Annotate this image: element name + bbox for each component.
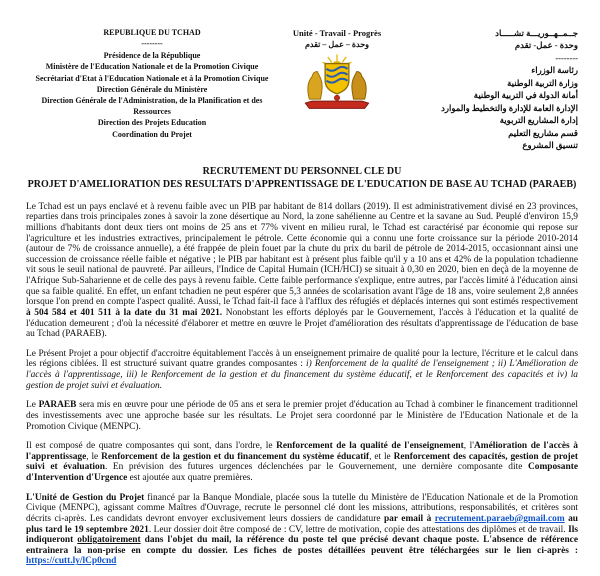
text-segment: sera mis en œuvre pour une période de 05 ans et sera le premier projet d'éducation au Tchad à combiner le financement traditionnel des investissements avec une approche basée sur les résultats. Le Projet sera coordonné par le Ministère de l'Education Nationale et de la Promotion Civique (MENPC). [26, 400, 578, 432]
text-segment: L'Unité de Gestion du Projet [26, 492, 145, 503]
header-line: Coordination du Projet [112, 129, 192, 139]
text-segment: Renforcement de la gestion et du financement du système éducatif [101, 451, 370, 462]
email-link[interactable]: recrutement.paraeb@gmail.com [434, 513, 565, 524]
document-header [26, 28, 578, 153]
text-segment: . Leur dossier doit être composé de : CV, lettre de motivation, copie des attestations des diplômes et de travail. [148, 524, 569, 535]
document-title [26, 165, 578, 192]
paragraph-components [26, 441, 578, 484]
header-arabic-block [396, 28, 578, 153]
chad-coat-of-arms [278, 53, 396, 116]
text-segment: Le [26, 400, 39, 411]
arabic-header-line: قسم مشاريع التعليم [508, 127, 578, 138]
divider-dashes: -------- [141, 39, 163, 49]
text-segment: Amélioration de l'accès à l'apprentissage [26, 441, 578, 462]
arabic-header-line: أمانة الدولة في التربية الوطنية [473, 90, 578, 101]
text-segment: par email à [383, 513, 435, 524]
text-segment: Composante d'Intervention d'Urgence [26, 462, 578, 484]
document-title-line-2: PROJET D'AMELIORATION DES RESULTATS D'APPRENTISSAGE DE L'EDUCATION DE BASE AU TCHAD (PARAEB) [27, 179, 577, 191]
arabic-republique-title: جــمــهــوريـــة تشـــــاد [495, 28, 578, 38]
document-title-line-1: RECRUTEMENT DU PERSONNEL CLE DU [202, 165, 402, 177]
arabic-header-line: وزارة التربية الوطنية [507, 77, 578, 88]
document-body [26, 202, 578, 567]
arabic-header-line: الإدارة العامة للإدارة والتخطيط والموارد [441, 102, 578, 113]
text-segment: i) Renforcement de la qualité de l'enseignement ; ii) L'Amélioration de l'accès à l'apprentissage, iii) le Renforcement de la gestion et du financement du système éducatif, et le Renforcement des capacités et iv) la gestion de projet suivi et évaluation. [26, 359, 578, 391]
text-segment: PARAEB [38, 400, 77, 411]
text-segment: obligatoirement [77, 535, 141, 546]
paragraph-context [26, 202, 578, 340]
header-line: Direction des Projets Education [97, 118, 207, 128]
text-segment: . En prévision des futures urgences déclenchées par le Gouvernement, une dernière composante dite [104, 462, 528, 473]
header-line: Secrétariat d'Etat à l'Education Nationale et à la Promotion Civique [35, 73, 269, 83]
divider-dashes: -------- [555, 52, 578, 63]
arabic-header-line: رئاسة الوزراء [531, 65, 578, 76]
text-segment: au plus tard le 19 septembre 2021 [26, 513, 578, 535]
text-segment: financé par la Banque Mondiale, placée sous la tutelle du Ministère de l'Education Nationale et de la Promotion Civique (MENPC), agissant comme Maîtres d'Ouvrage, recrute le personnel clé dont les missions, attributions, responsabilités, et critères sont décrits ci-après. Les candidats devront envoyer exclusivement leurs dossiers de candidature [26, 492, 578, 524]
chad-coat-of-arms-icon [297, 53, 377, 111]
text-segment: Ils indiqueront [26, 524, 578, 546]
header-line: Direction Générale de l'Administration, de la Planification et des Ressources [41, 96, 263, 116]
arabic-header-line: تنسيق المشروع [522, 140, 578, 151]
header-line: Ministère de l'Education Nationale et de la Promotion Civique [45, 62, 259, 72]
text-segment: Le Tchad est un pays enclavé et à revenu faible avec un PIB par habitant de 814 dollars (2019). Il est administrativement divisé en 23 provinces, reparties dans trois principales zones à savoir la zone désertique au Nord, la zone sahélienne au Centre et la savane au Sud. Peuplé d'environ 15,9 millions d'habitants dont deux tiers ont moins de 25 ans et 77% vivent en milieu rural, le Tchad est caractérisé par économie qui repose sur l'agriculture et les industries extractives, principalement le pétrole. Cette économie qui a connu une forte croissance sur la période 2010-2014 (autour de 7% de croissance annuelle), a été frappée de plein fouet par la chute du prix du baril de pétrole de 2014-2015, occasionnant ainsi une succession de croissance réelle faible et négative ; le PIB par habitant est à présent plus faible qu'il y a 10 ans et 42% de la population tchadienne vit sous le seuil national de pauvreté. Par ailleurs, l'Indice de Capital Humain (ICH/HCI) se situait à 0,30 en 2020, bien en deçà de la moyenne de l'Afrique Sub-Saharienne et de celle des pays à revenu faible. Cette faible performance s'explique, entre autres, par l'accès limité à l'éducation ainsi que sa faible qualité. En effet, un enfant tchadien ne peut espérer que 5,3 années de scolarisation avant l'âge de 18 ans, voire seulement 2,8 années lorsque l'on prend en compte l'aspect qualité. Aussi, le Tchad fait-il face à l'afflux des réfugiés et déplacés internes qui sont estimés respectivement [26, 201, 578, 308]
header-french-block [26, 28, 278, 141]
text-segment: est ajoutée aux quatre premières. [127, 473, 253, 484]
text-segment: Nonobstant les efforts déployés par le Gouvernement, l'accès à l'éducation et la qualité de l'éducation demeurent ; d'où la nécessité d'élaborer et mettre en œuvre le Projet d'amélioration des résultats d'apprentissage de l'éducation de base au Tchad (PARAEB). [26, 307, 578, 340]
text-segment: dans l'objet du mail, la référence du poste tel que précisé devant chaque poste. L'absence de référence entrainera la non-prise en compte du dossier. Les fiches de postes détaillées peuvent être téléchargées sur le lien ci-après : [26, 535, 578, 556]
text-segment: à 504 584 et 401 511 à la date du 31 mai 2021. [26, 307, 223, 318]
header-line: Direction Générale du Ministère [96, 84, 208, 94]
header-line: Présidence de la République [103, 50, 201, 60]
arabic-header-line: إدارة المشاريع التربوية [499, 115, 578, 126]
text-segment: Renforcement de la qualité de l'enseignement [276, 441, 464, 452]
text-segment: Le Présent Projet a pour objectif d'accroitre équitablement l'accès à un enseignement primaire de qualité pour la lecture, l'écriture et le calcul dans les régions ciblées. Il est structuré suivant quatre grandes composantes : [26, 348, 578, 370]
motto-arabic: وحدة – عمل – تقدم [304, 40, 370, 49]
text-segment: , et le [369, 451, 394, 462]
text-segment: Renforcement des capacités, gestion de projet suivi et évaluation [26, 451, 578, 473]
arabic-motto: وحدة - عمل- تقدم [514, 40, 578, 51]
republique-title: REPUBLIQUE DU TCHAD [103, 28, 201, 37]
download-link[interactable]: https://cutt.ly/lCp0cnd [26, 556, 117, 567]
paragraph-application [26, 493, 578, 567]
paragraph-duration [26, 400, 578, 432]
header-center-block [278, 28, 396, 116]
text-segment: , l' [463, 441, 474, 452]
text-segment: , le [86, 451, 102, 462]
paragraph-objective [26, 349, 578, 392]
motto-french: Unité - Travail - Progrès [292, 28, 382, 38]
text-segment: Il est composé de quatre composantes qui sont, dans l'ordre, le [26, 441, 277, 452]
